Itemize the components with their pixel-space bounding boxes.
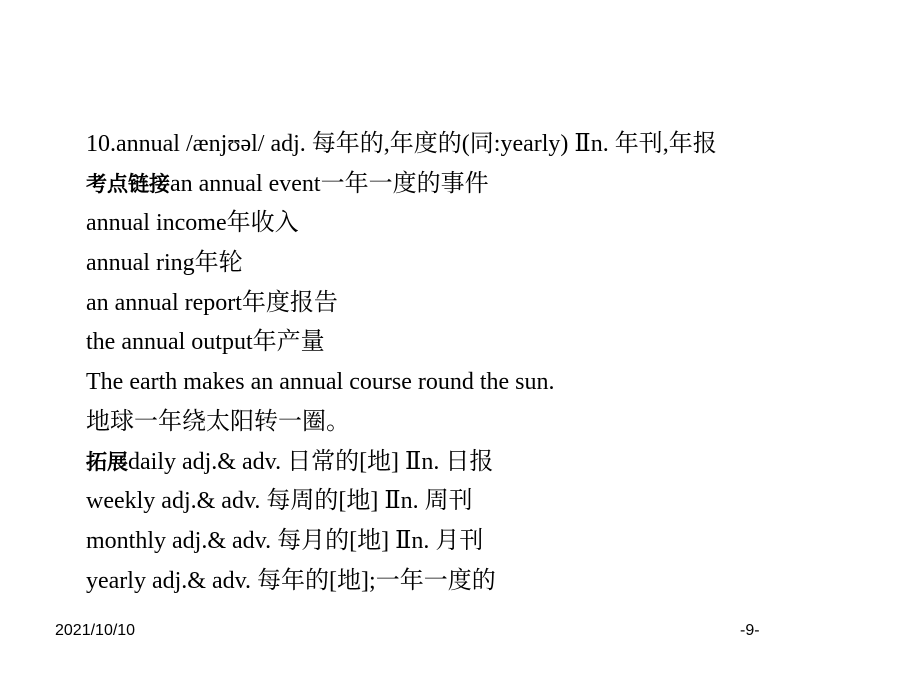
- extension-line: [86, 482, 866, 522]
- collocation-line: [86, 244, 866, 284]
- line-text: 地球一年绕太阳转一圈。: [86, 408, 350, 435]
- line-text: annual income年收入: [86, 210, 299, 237]
- line-text: yearly adj.& adv. 每年的[地];一年一度的: [86, 567, 496, 594]
- collocation-line: [86, 204, 866, 244]
- section-label-tuozhan: 拓展: [86, 449, 128, 474]
- line-text: 10.annual /ænjʊəl/ adj. 每年的,年度的(同:yearly) Ⅱn. 年刊,年报: [86, 131, 717, 157]
- example-sentence: [86, 363, 866, 403]
- footer-date: 2021/10/10: [55, 622, 136, 639]
- page-number: -9-: [740, 622, 760, 639]
- section-label-kaodian: 考点链接: [86, 171, 170, 196]
- line-text: weekly adj.& adv. 每周的[地] Ⅱn. 周刊: [86, 488, 473, 515]
- line-text: annual ring年轮: [86, 250, 243, 277]
- line-text: an annual report年度报告: [86, 289, 338, 316]
- line-text: the annual output年产量: [86, 329, 325, 356]
- collocation-line: [86, 284, 866, 324]
- extension-line: [86, 562, 866, 602]
- line-text: an annual event一年一度的事件: [170, 170, 489, 197]
- collocation-line: [86, 323, 866, 363]
- extension-line: [86, 522, 866, 562]
- collocation-line: [86, 165, 866, 205]
- line-text: The earth makes an annual course round the sun.: [86, 369, 555, 396]
- slide-content: [86, 125, 866, 601]
- vocab-headword-line: [86, 125, 866, 165]
- example-translation: [86, 403, 866, 443]
- line-text: monthly adj.& adv. 每月的[地] Ⅱn. 月刊: [86, 527, 484, 554]
- line-text: daily adj.& adv. 日常的[地] Ⅱn. 日报: [128, 448, 494, 475]
- extension-line: [86, 443, 866, 483]
